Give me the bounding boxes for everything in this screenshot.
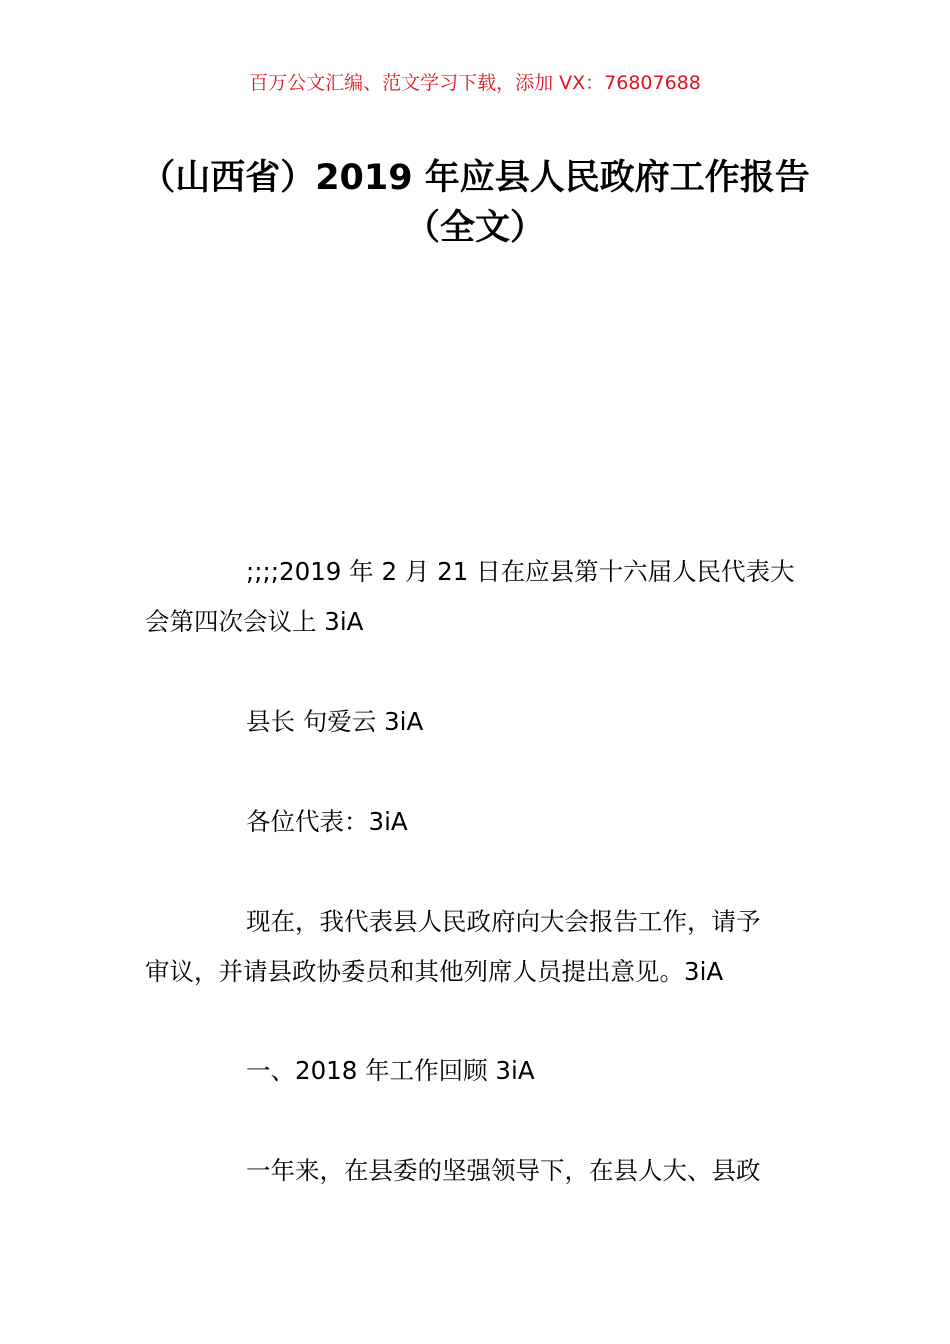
body-line: 现在，我代表县人民政府向大会报告工作，请予	[246, 907, 761, 936]
body-line: 会第四次会议上 3iA	[145, 607, 364, 636]
body-line: 县长 句爱云 3iA	[246, 707, 424, 736]
watermark-header: 百万公文汇编、范文学习下载，添加 VX：76807688	[249, 72, 701, 94]
section-heading: 一、2018 年工作回顾 3iA	[246, 1056, 535, 1085]
document-title-suffix: （全文）	[404, 208, 545, 248]
document-title: （山西省）2019 年应县人民政府工作报告	[140, 158, 810, 198]
body-line: ;;;;2019 年 2 月 21 日在应县第十六届人民代表大	[246, 557, 795, 586]
body-line: 一年来，在县委的坚强领导下，在县人大、县政	[246, 1156, 761, 1185]
body-line: 各位代表：3iA	[246, 807, 408, 836]
body-line: 审议，并请县政协委员和其他列席人员提出意见。3iA	[145, 957, 724, 986]
